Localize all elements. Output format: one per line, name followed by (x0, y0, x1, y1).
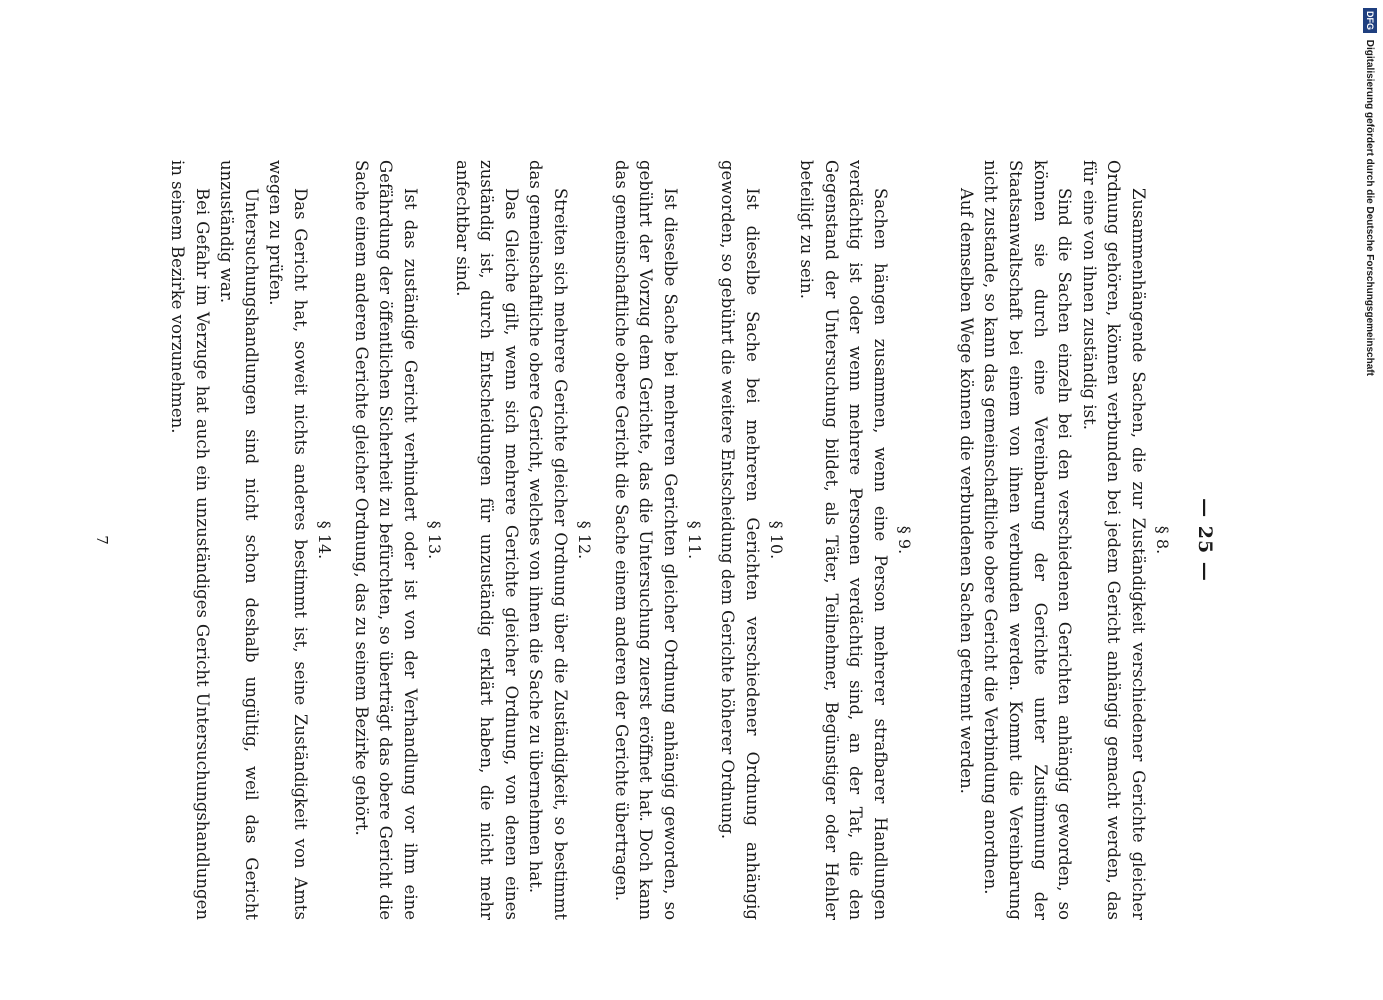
paragraph: Streiten sich mehrere Gerichte gleicher Ordnung über die Zuständigkeit, so bestimmt das gemeinschaftliche obere Gericht, welches von ihnen die Sache zu übernehmen hat. (526, 160, 570, 920)
section-heading: § 8. (1153, 525, 1172, 555)
dfg-credit (1363, 8, 1377, 388)
section-12 (449, 160, 596, 920)
paragraph: Ist dieselbe Sache bei mehreren Gerichten gleicher Ordnung anhängig geworden, so gebührt der Vorzug dem Gerichte, das die Untersuchung zuerst eröffnet hat. Doch kann das gemeinschaftliche obere Gericht die Sache einem anderen der Gerichte übertragen. (611, 160, 680, 920)
paragraph: Das Gericht hat, soweit nichts anderes bestimmt ist, seine Zuständigkeit von Amts wegen zu prüfen. (266, 160, 310, 920)
dfg-logo: DFG (1363, 8, 1377, 33)
paragraph: Sachen hängen zusammen, wenn eine Person mehrerer strafbarer Handlungen verdächtig ist oder wenn mehrere Personen verdächtig sind, an der Tat, die den Gegenstand der Untersuchung bildet, als Täter, Teilnehmer, Begünstiger oder Hehler beteiligt zu sein. (797, 160, 890, 920)
paragraph: Ist dieselbe Sache bei mehreren Gerichten verschiedener Ordnung anhängig geworden, so gebührt die weitere Entscheidung dem Gerichte höherer Ordnung. (718, 160, 762, 920)
section-13 (348, 160, 446, 920)
paragraph: Untersuchungshandlungen sind nicht schon deshalb ungültig, weil das Gericht unzuständig war. (217, 160, 261, 920)
dfg-credit-text-wrap (1363, 8, 1377, 388)
document-page (66, 160, 1216, 920)
paragraph: Ist das zuständige Gericht verhindert oder ist von der Verhandlung vor ihm eine Gefährdung der öffentlichen Sicherheit zu befürchten, so überträgt das obere Gericht die Sache einem anderen Gerichte gleicher Ordnung, das zu seinem Bezirke gehört. (351, 160, 420, 920)
section-11 (608, 160, 706, 920)
section-heading: § 14. (315, 520, 334, 560)
section-heading: § 9. (895, 525, 914, 555)
paragraph: Zusammenhängende Sachen, die zur Zuständigkeit verschiedener Gerichte gleicher Ordnung gehören, können verbunden bei jedem Gericht anhängig gemacht werden, das für eine von ihnen zuständig ist. (1079, 160, 1148, 920)
signature-mark: 7 (93, 535, 111, 545)
section-heading: § 10. (767, 520, 786, 560)
section-heading: § 11. (685, 520, 704, 560)
paragraph: Auf demselben Wege können die verbundenen Sachen getrennt werden. (956, 188, 976, 794)
paragraph: Das Gleiche gilt, wenn sich mehrere Gerichte gleicher Ordnung, von denen eines zuständig ist, durch Entscheidungen für unzuständig erklärt haben, die nicht mehr anfechtbar sind. (452, 160, 521, 920)
paragraph: Bei Gefahr im Verzuge hat auch ein unzuständiges Gericht Untersuchungshandlungen in seinem Bezirke vorzunehmen. (168, 160, 212, 920)
section-heading: § 12. (575, 520, 594, 560)
page-number: — 25 — (1194, 498, 1216, 582)
section-heading: § 13. (425, 520, 444, 560)
dfg-credit-text: Digitalisierung gefördert durch die Deutsche Forschungsgemeinschaft (1364, 39, 1375, 376)
paragraph: Sind die Sachen einzeln bei den verschiedenen Gerichten anhängig geworden, so können sie durch eine Vereinbarung der Gerichte unter Zustimmung der Staatsanwaltschaft bei einem von ihnen verbunden werden. Kommt die Vereinbarung nicht zustande, so kann das gemeinschaftliche obere Gericht die Verbindung anordnen. (981, 160, 1075, 920)
section-10 (715, 160, 788, 920)
section-8 (953, 160, 1174, 920)
section-9 (794, 160, 916, 920)
section-14 (164, 160, 336, 920)
